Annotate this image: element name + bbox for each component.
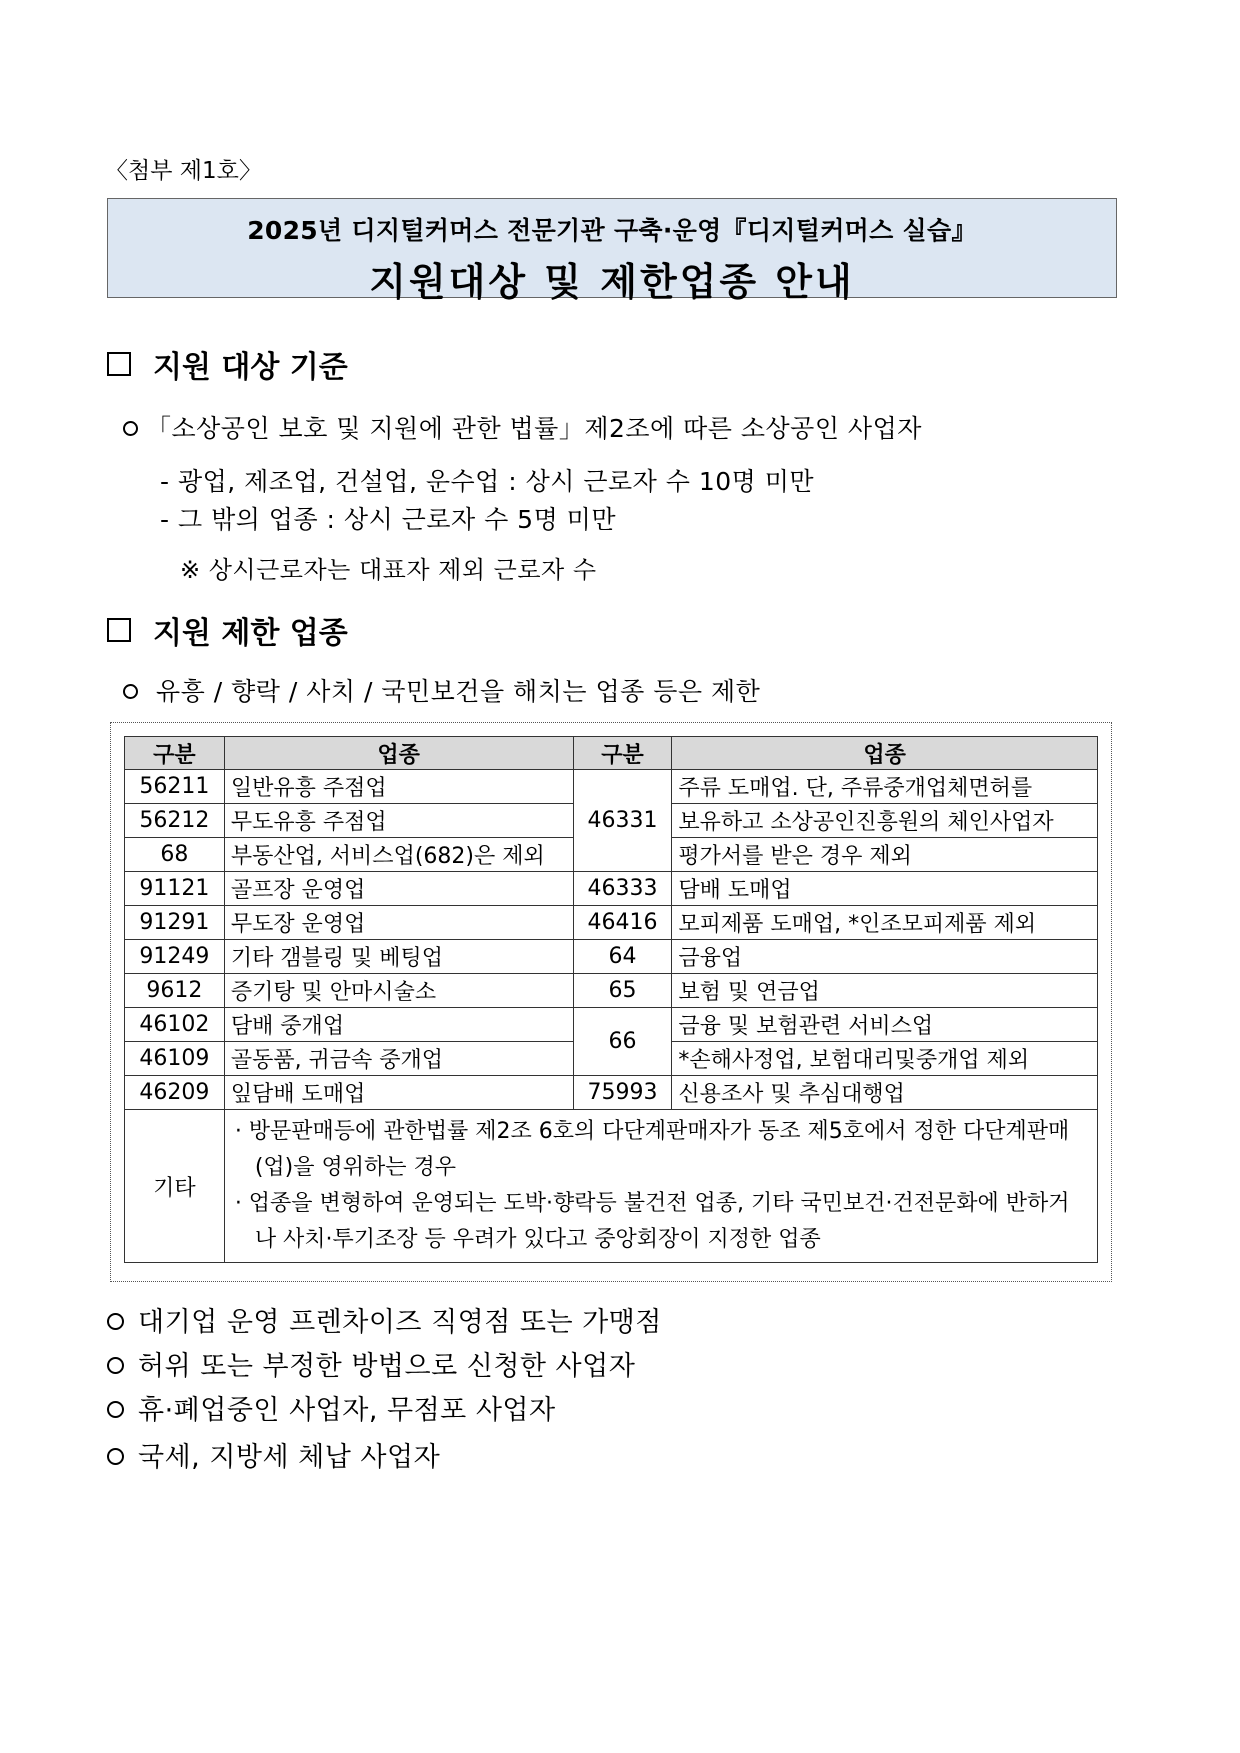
table-row [125,974,1098,1008]
header-industry-2: 업종 [672,737,1098,770]
square-bullet-icon [107,352,131,376]
industry-cell: 금융 및 보험관련 서비스업 [672,1008,1098,1042]
section-heading-text: 지원 제한 업종 [153,616,348,651]
code-cell: 46102 [125,1008,225,1042]
code-cell: 64 [573,940,672,974]
table-row [125,1008,1098,1042]
industry-cell: 무도장 운영업 [224,906,573,940]
table-row [125,940,1098,974]
header-industry-1: 업종 [224,737,573,770]
code-cell: 46109 [125,1042,225,1076]
header-category-2: 구분 [573,737,672,770]
bottom-bullet-text: 국세, 지방세 체납 사업자 [138,1442,441,1473]
bottom-bullet-text: 대기업 운영 프렌차이즈 직영점 또는 가맹점 [138,1307,662,1338]
code-cell: 66 [573,1008,672,1076]
criteria-bullet-text: 「소상공인 보호 및 지원에 관한 법률」제2조에 따른 소상공인 사업자 [146,414,922,443]
industry-cell: 보험 및 연금업 [672,974,1098,1008]
title-box [107,198,1117,304]
etc-label-cell: 기타 [125,1110,225,1263]
circle-bullet-icon [107,1313,124,1330]
industry-cell: 일반유흥 주점업 [224,770,573,804]
industry-cell: 모피제품 도매업, *인조모피제품 제외 [672,906,1098,940]
code-cell: 91121 [125,872,225,906]
restricted-industry-table [124,736,1098,1263]
industry-cell: 신용조사 및 추심대행업 [672,1076,1098,1110]
section-heading-restricted [107,608,348,652]
restricted-table-frame [110,722,1112,1282]
restricted-bullet-text: 유흥 / 향락 / 사치 / 국민보건을 해치는 업종 등은 제한 [156,677,761,706]
circle-bullet-icon [123,421,138,436]
industry-cell: *손해사정업, 보험대리및중개업 제외 [672,1042,1098,1076]
title-line-1: 2025년 디지털커머스 전문기관 구축·운영『디지털커머스 실습』 [247,216,977,245]
bottom-bullet-text: 휴·폐업중인 사업자, 무점포 사업자 [138,1395,556,1426]
industry-cell: 기타 갬블링 및 베팅업 [224,940,573,974]
table-row [125,1076,1098,1110]
circle-bullet-icon [107,1401,124,1418]
industry-cell: 주류 도매업. 단, 주류중개업체면허를 [672,770,1098,804]
restricted-bullet [123,672,760,708]
circle-bullet-icon [123,684,138,699]
industry-cell: 보유하고 소상공인진흥원의 체인사업자 [672,804,1098,838]
section-heading-support-criteria [107,342,348,386]
bottom-bullet-2 [107,1344,635,1383]
criteria-dash-2: - 그 밖의 업종 : 상시 근로자 수 5명 미만 [160,505,616,534]
industry-cell: 금융업 [672,940,1098,974]
code-cell: 46333 [573,872,672,906]
industry-cell: 골동품, 귀금속 중개업 [224,1042,573,1076]
criteria-bullet [123,409,922,445]
industry-cell: 평가서를 받은 경우 제외 [672,838,1098,872]
industry-cell: 무도유흥 주점업 [224,804,573,838]
code-cell: 68 [125,838,225,872]
industry-cell: 부동산업, 서비스업(682)은 제외 [224,838,573,872]
code-cell: 75993 [573,1076,672,1110]
square-bullet-icon [107,618,131,642]
section-heading-text: 지원 대상 기준 [153,350,348,385]
title-line-2: 지원대상 및 제한업종 안내 [369,260,855,304]
industry-cell: 골프장 운영업 [224,872,573,906]
table-header-row [125,737,1098,770]
bottom-bullet-1 [107,1300,662,1339]
industry-cell: 담배 중개업 [224,1008,573,1042]
etc-item-2: · 업종을 변형하여 운영되는 도박·향락등 불건전 업종, 기타 국민보건·건전문화에 반하거나 사치·투기조장 등 우려가 있다고 중앙회장이 지정한 업종 [234,1191,1070,1252]
bottom-bullet-text: 허위 또는 부정한 방법으로 신청한 사업자 [138,1351,636,1382]
table-row [125,872,1098,906]
criteria-note: ※ 상시근로자는 대표자 제외 근로자 수 [180,556,597,584]
code-cell: 91249 [125,940,225,974]
table-row-etc [125,1110,1098,1263]
criteria-dash-1: - 광업, 제조업, 건설업, 운수업 : 상시 근로자 수 10명 미만 [160,467,815,496]
industry-cell: 증기탕 및 안마시술소 [224,974,573,1008]
etc-text-cell [224,1110,1097,1263]
industry-cell: 잎담배 도매업 [224,1076,573,1110]
code-cell: 9612 [125,974,225,1008]
code-cell: 65 [573,974,672,1008]
circle-bullet-icon [107,1448,124,1465]
circle-bullet-icon [107,1357,124,1374]
table-row [125,770,1098,804]
code-cell: 46416 [573,906,672,940]
bottom-bullet-3 [107,1388,556,1427]
etc-item-1: · 방문판매등에 관한법률 제2조 6호의 다단계판매자가 동조 제5호에서 정한 다단계판매(업)을 영위하는 경우 [234,1119,1070,1180]
code-cell: 46209 [125,1076,225,1110]
bottom-bullet-4 [107,1435,440,1474]
code-cell: 56212 [125,804,225,838]
industry-cell: 담배 도매업 [672,872,1098,906]
header-category-1: 구분 [125,737,225,770]
code-cell: 91291 [125,906,225,940]
attachment-label: 〈첨부 제1호〉 [105,158,262,184]
code-cell: 56211 [125,770,225,804]
table-row [125,906,1098,940]
code-cell: 46331 [573,770,672,872]
